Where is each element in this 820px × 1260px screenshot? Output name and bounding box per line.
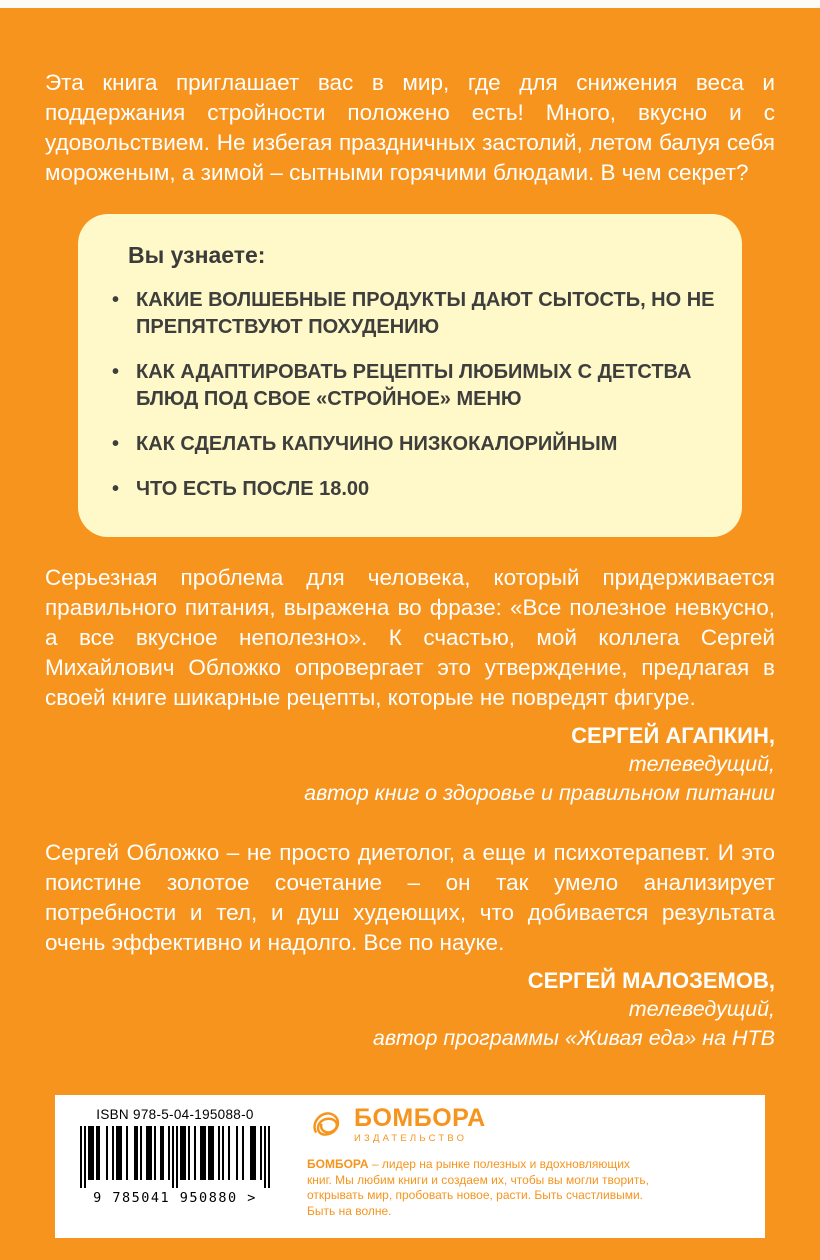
- publisher-logo: [307, 1105, 749, 1144]
- list-item: [112, 431, 716, 458]
- list-item: [112, 359, 716, 413]
- publisher-description-text: – лидер на рынке полезных и вдохновляющих книг. Мы любим книги и создаем их, чтобы вы могли творить, открывать мир, пробовать новое, расти. Быть счастливыми. Быть на волне.: [307, 1157, 649, 1218]
- publisher-subtitle: ИЗДАТЕЛЬСТВО: [354, 1133, 468, 1144]
- barcode-digits: 9 785041 950880 >: [93, 1190, 257, 1206]
- barcode: [80, 1126, 270, 1188]
- quote-author: СЕРГЕЙ АГАПКИН,: [571, 723, 775, 748]
- highlights-title: Вы узнаете:: [128, 242, 266, 268]
- highlights-list: [112, 287, 716, 503]
- isbn-label: ISBN 978-5-04-195088-0: [96, 1107, 254, 1122]
- list-item-text: КАК АДАПТИРОВАТЬ РЕЦЕПТЫ ЛЮБИМЫХ С ДЕТСТВА БЛЮД ПОД СВОЕ «СТРОЙНОЕ» МЕНЮ: [136, 361, 692, 410]
- publisher-name-wrap: [354, 1105, 486, 1144]
- list-item-text: ЧТО ЕСТЬ ПОСЛЕ 18.00: [136, 478, 370, 500]
- publisher-block: [307, 1105, 749, 1219]
- list-item: [112, 476, 716, 503]
- list-item-text: КАК СДЕЛАТЬ КАПУЧИНО НИЗКОКАЛОРИЙНЫМ: [136, 433, 618, 455]
- quote-text: Сергей Обложко – не просто диетолог, а еще и психотерапевт. И это поистине золотое сочетание – он так умело анализирует потребности и тел, и душ худеющих, что добивается результата очень эффективно и надолго. Все по науке.: [45, 840, 775, 955]
- quote-author-role: телеведущий,: [628, 752, 775, 776]
- quote-author: СЕРГЕЙ МАЛОЗЕМОВ,: [527, 968, 775, 993]
- publisher-description-lead: БОМБОРА: [307, 1157, 369, 1171]
- quote-author-role: автор книг о здоровье и правильном питании: [304, 781, 775, 805]
- list-item: [112, 287, 716, 341]
- bullet-icon: •: [112, 289, 120, 311]
- scribble-logo-icon: [307, 1106, 345, 1144]
- list-item-text: КАКИЕ ВОЛШЕБНЫЕ ПРОДУКТЫ ДАЮТ СЫТОСТЬ, НО НЕ ПРЕПЯТСТВУЮТ ПОХУДЕНИЮ: [136, 289, 715, 338]
- publisher-name: БОМБОРА: [354, 1104, 486, 1132]
- isbn-block: [71, 1105, 279, 1206]
- quote-malozemov: [45, 838, 775, 1053]
- highlights-panel: [78, 214, 742, 537]
- quote-text: Серьезная проблема для человека, который придерживается правильного питания, выражена во фразе: «Все полезное невкусно, а все вкусное неполезно». К счастью, мой коллега Сергей Михайлович Обложко опровергает это утверждение, предлагая в своей книге шикарные рецепты, которые не повредят фигуре.: [45, 565, 775, 710]
- bullet-icon: •: [112, 478, 120, 500]
- publisher-description: [307, 1157, 657, 1219]
- footer-bar: [55, 1095, 765, 1238]
- bullet-icon: •: [112, 433, 120, 455]
- page-top-edge: [0, 0, 820, 8]
- intro-paragraph: Эта книга приглашает вас в мир, где для снижения веса и поддержания стройности положено есть! Много, вкусно и с удовольствием. Не избегая праздничных застолий, летом балуя себя мороженым, а зимой – сытными горячими блюдами. В чем секрет?: [45, 70, 775, 185]
- quote-agapkin: [45, 563, 775, 808]
- quote-author-role: телеведущий,: [628, 997, 775, 1021]
- bullet-icon: •: [112, 361, 120, 383]
- quote-author-role: автор программы «Живая еда» на НТВ: [372, 1026, 775, 1050]
